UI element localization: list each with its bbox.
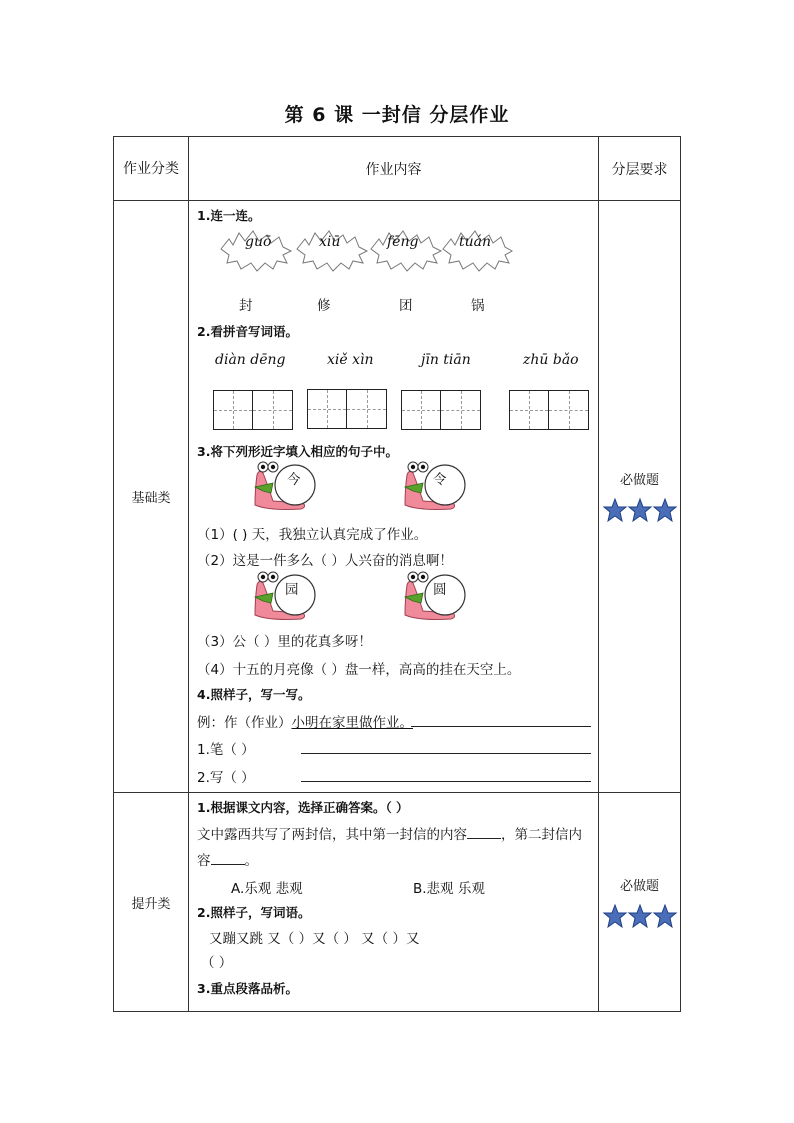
table-row-basic bbox=[114, 201, 681, 793]
char-2: 修 bbox=[317, 298, 331, 314]
tian-grid-4[interactable] bbox=[509, 390, 589, 430]
option-a[interactable]: A.乐观 悲观 bbox=[231, 881, 303, 897]
content-basic bbox=[189, 201, 599, 793]
blank-2[interactable] bbox=[211, 853, 245, 865]
leaf-pinyin-2: xiū bbox=[319, 234, 341, 250]
snail-3 bbox=[249, 569, 329, 623]
answer-line-1[interactable] bbox=[301, 753, 591, 754]
adv-q2-line-2: （ ） bbox=[201, 955, 233, 971]
q1-label: 1.连一连。 bbox=[197, 208, 261, 223]
tian-grid-1[interactable] bbox=[213, 390, 293, 430]
char-4: 锅 bbox=[471, 298, 485, 314]
table-row-advanced bbox=[114, 793, 681, 1012]
requirement-label: 必做题 bbox=[619, 473, 659, 488]
sentence-4: （4）十五的月亮像（ ）盘一样，高高的挂在天空上。 bbox=[197, 662, 521, 678]
example-line bbox=[197, 711, 413, 731]
char-3: 团 bbox=[399, 298, 413, 314]
sentence-3: （3）公（ ）里的花真多呀！ bbox=[197, 634, 372, 650]
pinyin-4: zhū bǎo bbox=[523, 352, 579, 368]
adv-q1-text-d: 。 bbox=[244, 853, 258, 869]
item-2: 2.写（ ） bbox=[197, 770, 255, 786]
q3-label: 3.将下列形近字填入相应的句子中。 bbox=[197, 444, 398, 459]
example-prefix: 例：作（作业） bbox=[197, 715, 292, 731]
blank-1[interactable] bbox=[467, 827, 501, 839]
category-advanced: 提升类 bbox=[114, 793, 189, 1012]
snail-char-4: 圆 bbox=[433, 582, 447, 598]
requirement-label: 必做题 bbox=[619, 878, 659, 894]
sentence-2: （2）这是一件多么（ ）人兴奋的消息啊！ bbox=[197, 553, 453, 569]
adv-q1-text-b: ，第二封信内 bbox=[501, 827, 582, 843]
leaf-pinyin-3: fēng bbox=[387, 234, 419, 250]
leaf-pinyin-4: tuán bbox=[459, 234, 492, 250]
adv-q2-line-1: 又蹦又跳 又（ ）又（ ） 又（ ）又 bbox=[209, 931, 420, 947]
header-content: 作业内容 bbox=[189, 137, 599, 201]
category-basic: 基础类 bbox=[114, 201, 189, 793]
snail-4 bbox=[399, 569, 479, 623]
adv-q1-text-2 bbox=[197, 849, 258, 869]
three-stars-icon bbox=[603, 498, 677, 524]
q4-label: 4.照样子，写一写。 bbox=[197, 687, 311, 702]
option-b[interactable]: B.悲观 乐观 bbox=[413, 881, 485, 897]
snail-1 bbox=[249, 459, 329, 513]
three-stars-icon bbox=[603, 904, 677, 930]
page-title: 第 6 课 一封信 分层作业 bbox=[284, 104, 510, 126]
item-1: 1.笔（ ） bbox=[197, 742, 255, 758]
requirement-basic bbox=[599, 201, 681, 793]
adv-q2-label: 2.照样子，写词语。 bbox=[197, 905, 311, 920]
sentence-1: （1）( ) 天，我独立认真完成了作业。 bbox=[197, 527, 428, 543]
pinyin-2: xiě xìn bbox=[327, 352, 374, 368]
char-1: 封 bbox=[239, 298, 253, 314]
q2-label: 2.看拼音写词语。 bbox=[197, 324, 298, 339]
adv-q3-label: 3.重点段落品析。 bbox=[197, 981, 298, 996]
leaf-pinyin-1: guō bbox=[245, 234, 272, 250]
snail-2 bbox=[399, 459, 479, 513]
adv-q1-text-c: 容 bbox=[197, 853, 211, 869]
content-advanced bbox=[189, 793, 599, 1012]
requirement-advanced bbox=[599, 793, 681, 1012]
snail-char-3: 园 bbox=[285, 582, 299, 598]
snail-char-2: 令 bbox=[433, 472, 447, 488]
answer-line-2[interactable] bbox=[301, 781, 591, 782]
pinyin-3: jīn tiān bbox=[421, 352, 471, 368]
adv-q1-text bbox=[197, 823, 582, 843]
table-header-row bbox=[114, 137, 681, 201]
header-requirement: 分层要求 bbox=[599, 137, 681, 201]
tian-grid-3[interactable] bbox=[401, 390, 481, 430]
snail-char-1: 今 bbox=[287, 472, 301, 488]
tian-grid-2[interactable] bbox=[307, 389, 387, 429]
header-category: 作业分类 bbox=[114, 137, 189, 201]
adv-q1-text-a: 文中露西共写了两封信，其中第一封信的内容 bbox=[197, 827, 467, 843]
pinyin-1: diàn dēng bbox=[215, 352, 286, 368]
adv-q1-label: 1.根据课文内容，选择正确答案。（ ） bbox=[197, 800, 409, 815]
example-underline bbox=[411, 726, 591, 727]
example-sentence: 小明在家里做作业。 bbox=[291, 715, 413, 731]
homework-table bbox=[113, 136, 681, 1012]
